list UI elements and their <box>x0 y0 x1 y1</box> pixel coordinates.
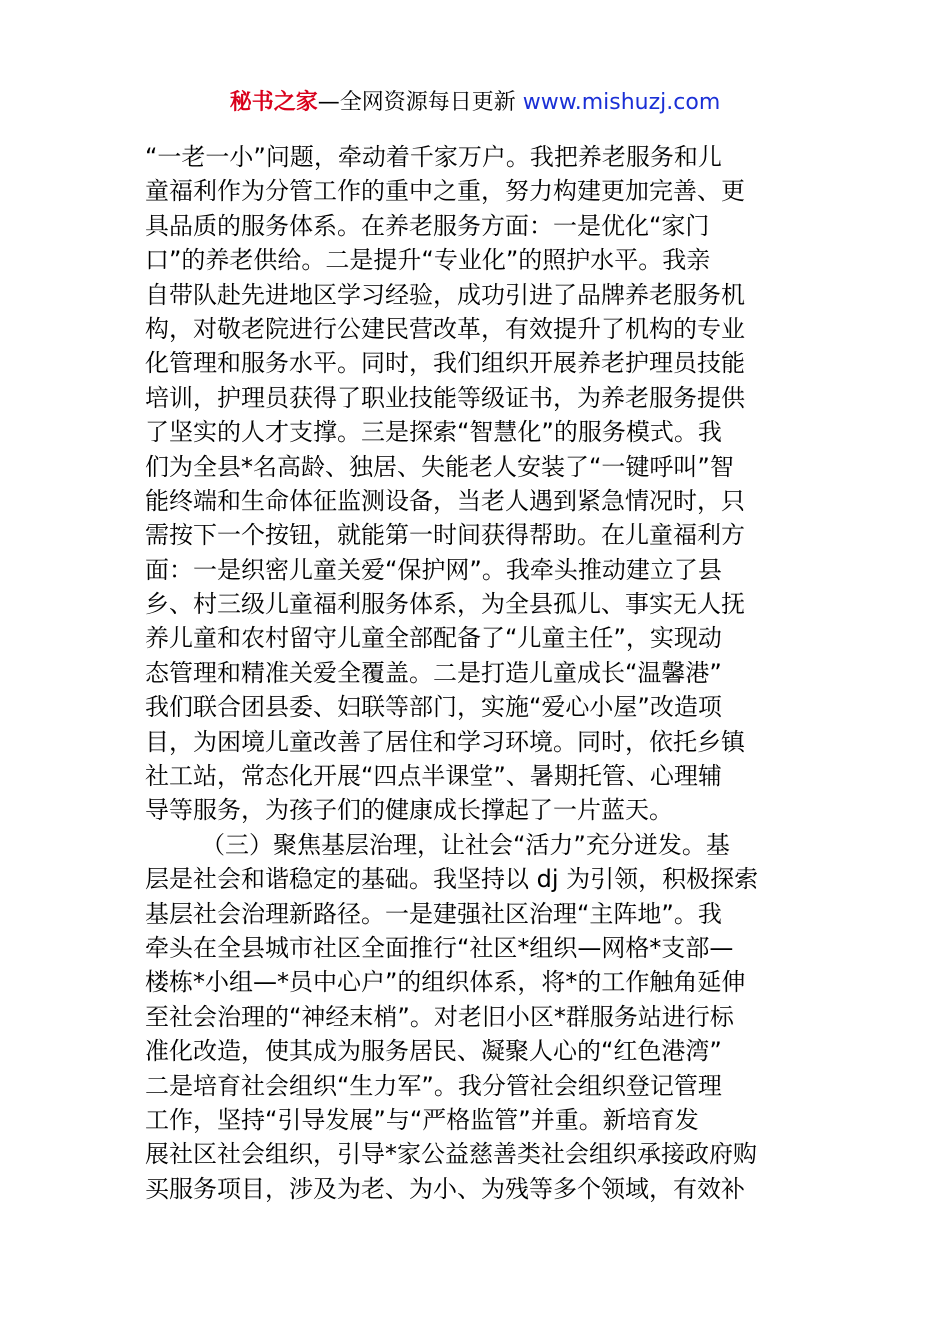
text-line: 导等服务，为孩子们的健康成长撑起了一片蓝天。 <box>145 796 673 825</box>
text-line: 培训，护理员获得了职业技能等级证书，为养老服务提供 <box>145 383 745 412</box>
text-line: 基层社会治理新路径。一是建强社区治理“主阵地”。我 <box>145 899 722 928</box>
text-line: 楼栋*小组—*员中心户”的组织体系，将*的工作触角延伸 <box>145 968 746 997</box>
text-line: 社工站，常态化开展“四点半课堂”、暑期托管、心理辅 <box>145 762 722 791</box>
text-line: 态管理和精准关爱全覆盖。二是打造儿童成长“温馨港” <box>145 658 722 687</box>
text-line: 童福利作为分管工作的重中之重，努力构建更加完善、更 <box>145 177 745 206</box>
text-line: 乡、村三级儿童福利服务体系，为全县孤儿、事实无人抚 <box>145 590 745 619</box>
text-line: 买服务项目，涉及为老、为小、为残等多个领域，有效补 <box>145 1174 745 1203</box>
site-header <box>0 86 950 120</box>
text-line: 层是社会和谐稳定的基础。我坚持以 dj 为引领，积极探索 <box>145 865 759 894</box>
text-line: 自带队赴先进地区学习经验，成功引进了品牌养老服务机 <box>145 280 745 309</box>
text-line: 牵头在全县城市社区全面推行“社区*组织—网格*支部— <box>145 933 734 962</box>
text-line: 工作，坚持“引导发展”与“严格监管”并重。新培育发 <box>145 1105 699 1134</box>
text-line: 需按下一个按钮，就能第一时间获得帮助。在儿童福利方 <box>145 521 745 550</box>
section-heading-line: （三）聚焦基层治理，让社会“活力”充分迸发。基 <box>201 830 730 859</box>
text-line: 面：一是织密儿童关爱“保护网”。我牵头推动建立了县 <box>145 555 722 584</box>
text-line: 二是培育社会组织“生力军”。我分管社会组织登记管理 <box>145 1071 722 1100</box>
site-tagline: —全网资源每日更新 <box>317 90 523 115</box>
text-line: 养儿童和农村留守儿童全部配备了“儿童主任”，实现动 <box>145 624 722 653</box>
site-url-link[interactable]: www.mishuzj.com <box>522 90 721 115</box>
text-line: 具品质的服务体系。在养老服务方面：一是优化“家门 <box>145 211 710 240</box>
text-line: 们为全县*名高龄、独居、失能老人安装了“一键呼叫”智 <box>145 452 734 481</box>
text-line: 口”的养老供给。二是提升“专业化”的照护水平。我亲 <box>145 246 711 275</box>
text-line: 准化改造，使其成为服务居民、凝聚人心的“红色港湾” <box>145 1037 722 1066</box>
document-body <box>145 140 825 1206</box>
text-line: “一老一小”问题，牵动着千家万户。我把养老服务和儿 <box>145 143 722 171</box>
text-line: 至社会治理的“神经末梢”。对老旧小区*群服务站进行标 <box>145 1002 734 1031</box>
text-line: 构，对敬老院进行公建民营改革，有效提升了机构的专业 <box>145 314 745 343</box>
site-brand: 秘书之家 <box>229 90 318 115</box>
text-line: 能终端和生命体征监测设备，当老人遇到紧急情况时，只 <box>145 486 745 515</box>
text-line: 我们联合团县委、妇联等部门，实施“爱心小屋”改造项 <box>145 693 722 722</box>
text-line: 化管理和服务水平。同时，我们组织开展养老护理员技能 <box>145 349 745 378</box>
text-line: 了坚实的人才支撑。三是探索“智慧化”的服务模式。我 <box>145 418 722 447</box>
text-line: 展社区社会组织，引导*家公益慈善类社会组织承接政府购 <box>145 1140 757 1169</box>
text-line: 目，为困境儿童改善了居住和学习环境。同时，依托乡镇 <box>145 727 745 756</box>
